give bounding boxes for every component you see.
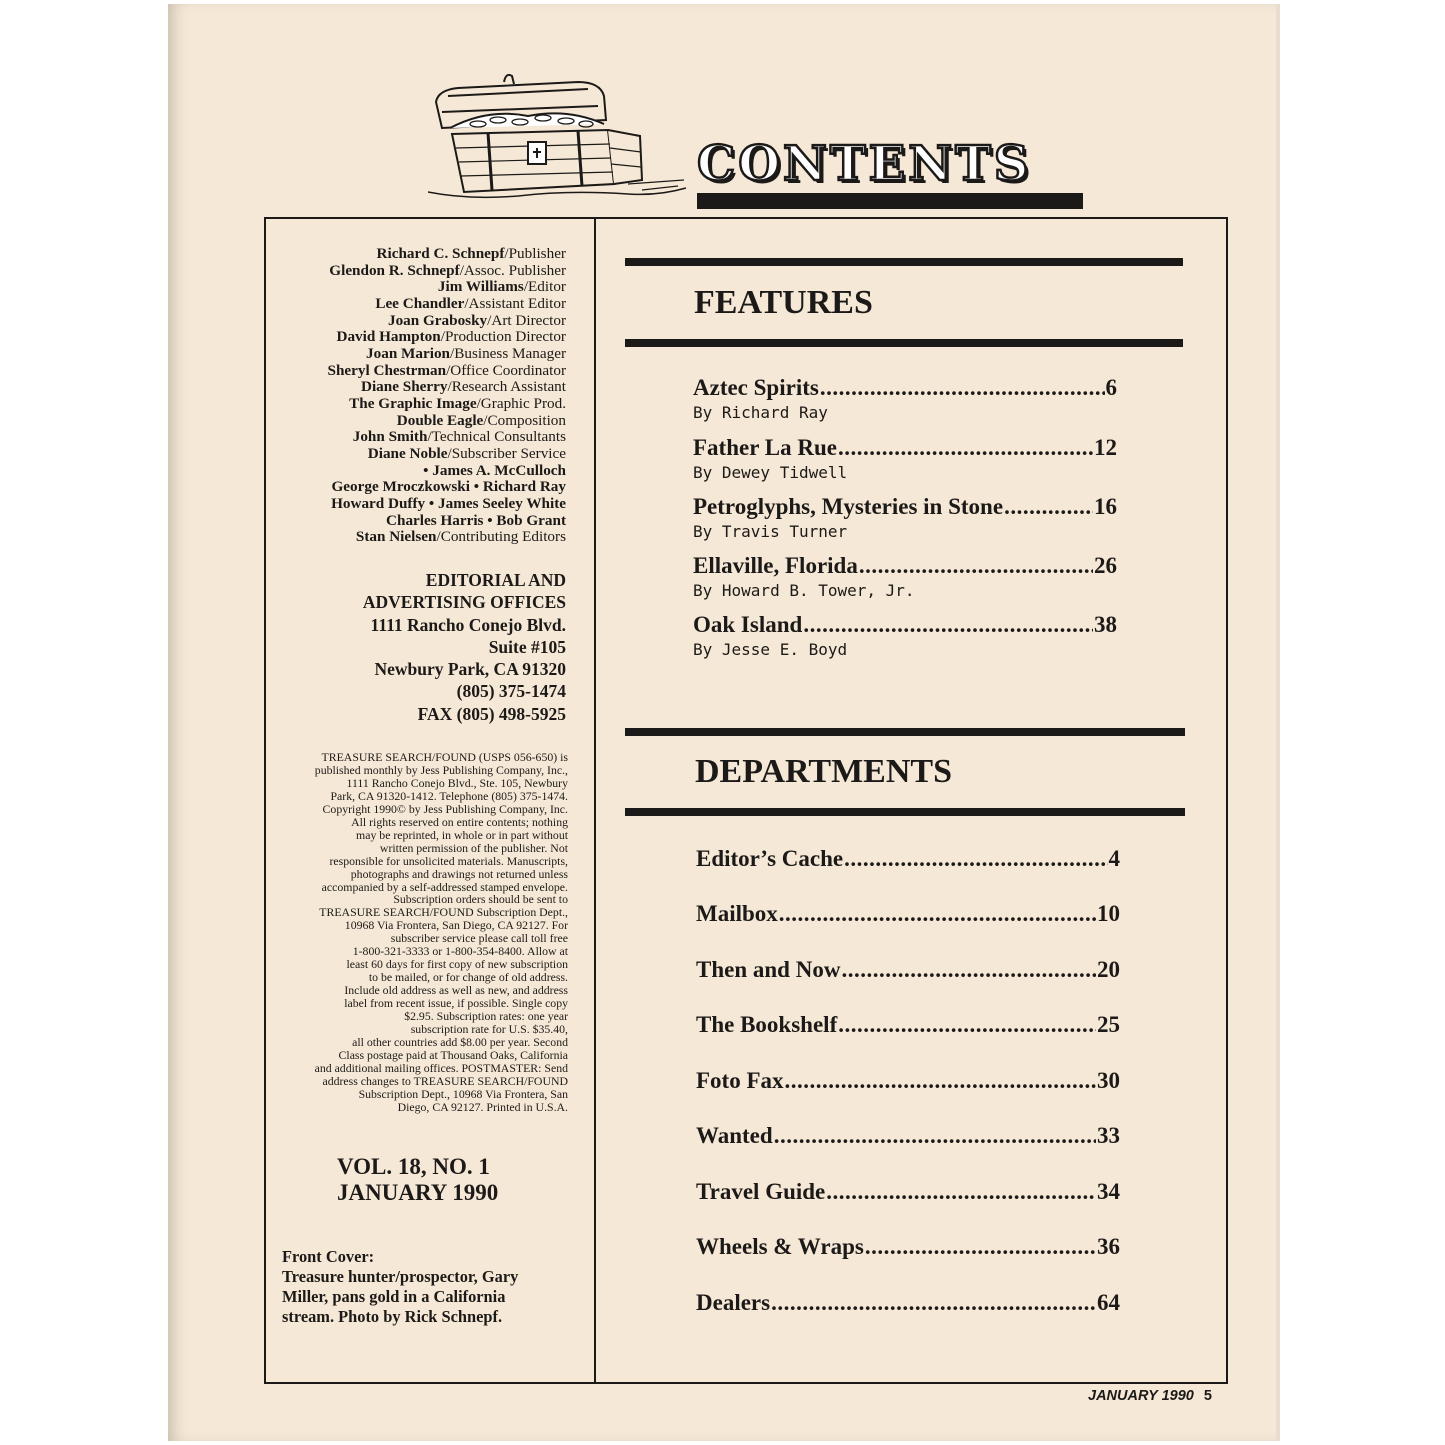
department-entry — [696, 1122, 1120, 1149]
feature-title: Ellaville, Florida — [693, 553, 858, 578]
department-page: 36 — [1097, 1234, 1120, 1259]
notice-line: 1111 Rancho Conejo Blvd., Ste. 105, Newbury — [346, 775, 568, 790]
staff-line: Lee Chandler/Assistant Editor — [375, 294, 566, 312]
notice-line: Subscription orders should be sent to — [393, 892, 568, 907]
notice-line: published monthly by Jess Publishing Company, Inc., — [314, 762, 568, 777]
notice-line: may be reprinted, in whole or in part without — [356, 827, 568, 842]
notice-line: all other countries add $8.00 per year. Second — [352, 1034, 568, 1049]
volume-info — [337, 1154, 577, 1206]
staff-line: • James A. McCulloch — [423, 461, 566, 479]
feature-entry — [693, 374, 1117, 423]
leader-dots — [844, 845, 1107, 872]
feature-page: 38 — [1094, 612, 1117, 637]
page-footer — [1088, 1388, 1212, 1404]
feature-page: 6 — [1105, 375, 1117, 400]
department-entry — [696, 1067, 1120, 1094]
feature-byline: By Jesse E. Boyd — [693, 640, 848, 659]
department-page: 34 — [1097, 1179, 1120, 1204]
feature-title: Petroglyphs, Mysteries in Stone — [693, 494, 1004, 519]
office-line: Newbury Park, CA 91320 — [374, 659, 566, 680]
department-entry — [696, 1178, 1120, 1205]
leader-dots — [841, 956, 1096, 983]
staff-line: The Graphic Image/Graphic Prod. — [349, 394, 566, 412]
notice-line: Diego, CA 92127. Printed in U.S.A. — [397, 1099, 568, 1114]
page-edge — [1276, 4, 1280, 1441]
leader-dots — [826, 1178, 1096, 1205]
department-page: 25 — [1097, 1012, 1120, 1037]
notice-line: subscriber service please call toll free — [390, 931, 568, 946]
feature-title: Oak Island — [693, 612, 803, 637]
staff-line: Howard Duffy • James Seeley White — [331, 494, 566, 512]
editorial-offices — [290, 569, 566, 725]
notice-line: Include old address as well as new, and address — [344, 983, 568, 998]
notice-line: Park, CA 91320-1412. Telephone (805) 375-1474. — [330, 788, 568, 803]
footer-date: JANUARY 1990 — [1088, 1388, 1194, 1404]
notice-line: and additional mailing offices. POSTMASTER: Send — [314, 1060, 568, 1075]
cover-line: Treasure hunter/prospector, Gary — [282, 1267, 519, 1286]
notice-line: 10968 Via Frontera, San Diego, CA 92127. For — [344, 918, 568, 933]
notice-line: least 60 days for first copy of new subscription — [346, 957, 568, 972]
office-line: 1111 Rancho Conejo Blvd. — [370, 614, 566, 635]
staff-line: Charles Harris • Bob Grant — [386, 511, 566, 529]
staff-line: Jim Williams/Editor — [437, 278, 566, 296]
feature-title: Aztec Spirits — [693, 375, 819, 400]
feature-entry — [693, 552, 1117, 601]
leader-dots — [774, 1122, 1096, 1149]
features-top-rule — [625, 258, 1183, 266]
leader-dots — [820, 374, 1105, 401]
notice-line: to be mailed, or for change of old address. — [368, 970, 568, 985]
office-line: ADVERTISING OFFICES — [362, 592, 566, 613]
feature-entry — [693, 493, 1117, 542]
department-title: Editor’s Cache — [696, 846, 844, 871]
title-underline-bar — [697, 193, 1083, 209]
leader-dots — [785, 1067, 1096, 1094]
leader-dots — [838, 1011, 1096, 1038]
leader-dots — [838, 434, 1093, 461]
leader-dots — [865, 1233, 1096, 1260]
department-entry — [696, 900, 1120, 927]
cover-line: stream. Photo by Rick Schnepf. — [282, 1307, 503, 1326]
department-page: 30 — [1097, 1068, 1120, 1093]
departments-bottom-rule — [625, 808, 1185, 816]
feature-page: 26 — [1094, 553, 1117, 578]
feature-byline: By Howard B. Tower, Jr. — [693, 581, 915, 600]
office-line: (805) 375-1474 — [456, 681, 566, 702]
notice-line: address changes to TREASURE SEARCH/FOUND — [322, 1073, 568, 1088]
department-title: Travel Guide — [696, 1179, 826, 1204]
notice-line: subscription rate for U.S. $35.40, — [410, 1022, 568, 1037]
staff-line: Richard C. Schnepf/Publisher — [376, 245, 566, 262]
staff-line: Joan Marion/Business Manager — [366, 344, 566, 362]
feature-page: 12 — [1094, 435, 1117, 460]
notice-line: TREASURE SEARCH/FOUND (USPS 056-650) is — [321, 750, 568, 764]
notice-line: Class postage paid at Thousand Oaks, California — [338, 1047, 568, 1062]
departments-heading: DEPARTMENTS — [695, 753, 952, 790]
feature-byline: By Richard Ray — [693, 403, 828, 422]
cover-label: Front Cover: — [282, 1247, 375, 1266]
department-title: Mailbox — [696, 901, 778, 926]
notice-line: 1-800-321-3333 or 1-800-354-8400. Allow at — [352, 944, 568, 959]
staff-line: John Smith/Technical Consultants — [352, 428, 566, 446]
leader-dots — [779, 900, 1096, 927]
department-title: Foto Fax — [696, 1068, 784, 1093]
office-line: Suite #105 — [488, 636, 566, 657]
departments-top-rule — [625, 728, 1185, 736]
staff-line: Diane Noble/Subscriber Service — [367, 444, 566, 462]
staff-line: Stan Nielsen/Contributing Editors — [355, 528, 566, 546]
notice-line: $2.95. Subscription rates: one year — [404, 1009, 568, 1024]
department-title: The Bookshelf — [696, 1012, 838, 1037]
notice-line: accompanied by a self-addressed stamped envelope. — [321, 879, 568, 894]
feature-byline: By Dewey Tidwell — [693, 463, 848, 482]
leader-dots — [859, 552, 1093, 579]
department-page: 4 — [1108, 846, 1120, 871]
feature-byline: By Travis Turner — [693, 522, 848, 541]
department-page: 33 — [1097, 1123, 1120, 1148]
cover-line: Miller, pans gold in a California — [282, 1287, 506, 1306]
notice-line: Copyright 1990© by Jess Publishing Company, Inc. — [322, 801, 568, 816]
feature-entry — [693, 434, 1117, 483]
department-title: Then and Now — [696, 957, 841, 982]
features-heading: FEATURES — [694, 284, 873, 321]
notice-line: written permission of the publisher. Not — [379, 840, 568, 855]
treasure-chest-icon — [428, 72, 688, 202]
notice-line: photographs and drawings not returned unless — [350, 866, 568, 881]
feature-page: 16 — [1094, 494, 1117, 519]
contents-title: CONTENTS — [697, 136, 1032, 192]
feature-title: Father La Rue — [693, 435, 837, 460]
leader-dots — [771, 1289, 1096, 1316]
volume-number: VOL. 18, NO. 1 — [337, 1154, 490, 1179]
department-entry — [696, 845, 1120, 872]
department-entry — [696, 1011, 1120, 1038]
footer-page-number: 5 — [1203, 1388, 1212, 1404]
masthead-staff — [272, 246, 566, 546]
staff-line: Double Eagle/Composition — [396, 411, 566, 429]
notice-line: All rights reserved on entire contents; nothing — [351, 814, 568, 829]
department-title: Wanted — [696, 1123, 773, 1148]
staff-line: Sheryl Chestrman/Office Coordinator — [327, 361, 566, 379]
department-entry — [696, 956, 1120, 983]
notice-line: TREASURE SEARCH/FOUND Subscription Dept., — [319, 905, 568, 920]
office-line: FAX (805) 498-5925 — [417, 703, 566, 724]
features-bottom-rule — [625, 339, 1183, 347]
staff-line: George Mroczkowski • Richard Ray — [331, 478, 566, 496]
column-divider — [594, 217, 596, 1384]
department-title: Wheels & Wraps — [696, 1234, 864, 1259]
front-cover-caption — [282, 1247, 582, 1327]
feature-entry — [693, 611, 1117, 660]
publication-notice — [272, 751, 568, 1114]
leader-dots — [803, 611, 1093, 638]
notice-line: Subscription Dept., 10968 Via Frontera, San — [358, 1086, 568, 1101]
department-page: 20 — [1097, 957, 1120, 982]
staff-line: Diane Sherry/Research Assistant — [360, 378, 566, 396]
staff-line: Glendon R. Schnepf/Assoc. Publisher — [329, 261, 566, 279]
department-page: 10 — [1097, 901, 1120, 926]
leader-dots — [1004, 493, 1093, 520]
staff-line: Joan Grabosky/Art Director — [387, 311, 566, 329]
department-entry — [696, 1233, 1120, 1260]
office-line: EDITORIAL AND — [425, 570, 566, 590]
department-title: Dealers — [696, 1290, 771, 1315]
issue-date: JANUARY 1990 — [337, 1180, 499, 1205]
staff-line: David Hampton/Production Director — [336, 328, 566, 346]
department-page: 64 — [1097, 1290, 1120, 1315]
notice-line: responsible for unsolicited materials. Manuscripts, — [329, 853, 568, 868]
notice-line: label from recent issue, if possible. Single copy — [344, 996, 568, 1011]
department-entry — [696, 1289, 1120, 1316]
